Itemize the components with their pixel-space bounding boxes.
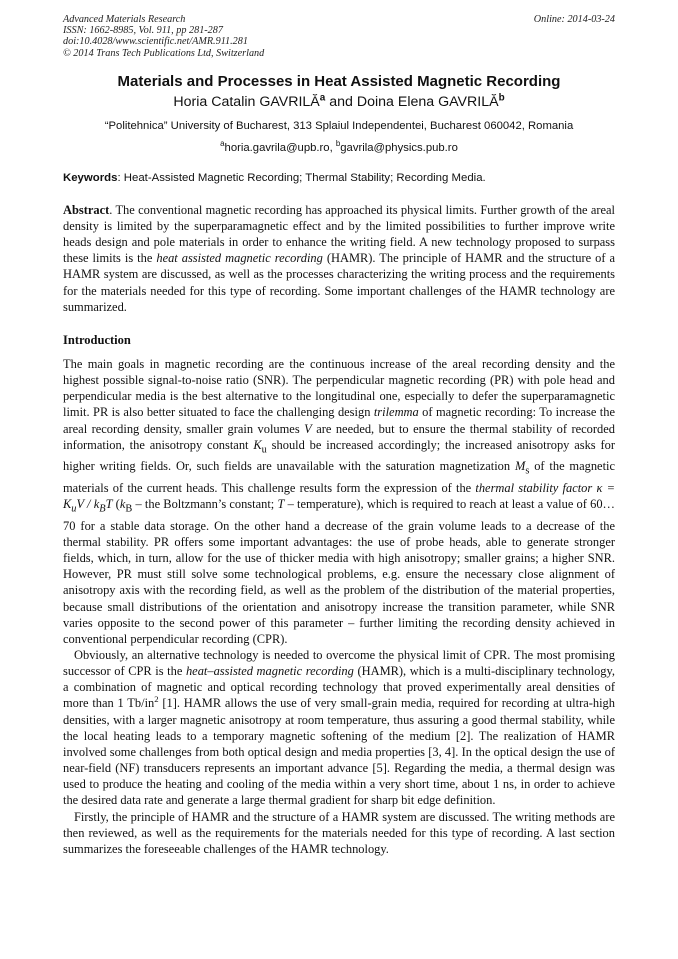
paragraph-text: [1]. HAMR allows the use of very small-grain media, required for recording at ultra-high densities, with a larger magnetic anisotropy at room temperature, thus assuring a good thermal stability, while the local heating leads to a temporary magnetic softening of the medium [2]. The realization of HAMR involved some challenges from both optical design and media properties [3, 4]. In the optical design the use of near-field (NF) transducers represents an important advance [5]. Regarding the media, a thermal design was used to produce the heating and cooling of the media within a very short time, about 1 ns, in order to achieve the desired data rate and generate a large thermal gradient for sharp bit edge definition. [63,696,615,808]
paper-title: Materials and Processes in Heat Assisted Magnetic Recording [117,72,561,90]
emphasis: thermal stability factor [475,480,593,495]
keywords-label: Keywords [63,171,118,184]
paragraph-text: The main goals in magnetic recording are the continuous increase of the areal recording density and the highest possible signal-to-noise ratio (SNR). The perpendicular magnetic recording (PR) with pole head and perpendicular media is the best alternative to the longitudinal one, especially to defer the superparamagnetic limit. PR is also better situated to face the challenging design [63,356,615,420]
online-date: Online: 2014-03-24 [533,14,615,25]
issn-line: ISSN: 1662-8985, Vol. 911, pp 281-287 [63,25,223,37]
math-symbol: K [253,437,262,452]
paragraph-text: Obviously, an alternative technology is needed to overcome the physical limit of CPR. The most promising successor of CPR is the [63,648,615,679]
abstract-emphasis: heat assisted magnetic recording [156,251,323,266]
math-subscript: u [261,444,267,456]
intro-paragraph-1 [63,356,615,647]
author-1-affil-mark: a [319,92,326,104]
affiliation: “Politehnica” University of Bucharest, 313 Splaiul Independentei, Bucharest 060042, Romania [104,119,574,132]
superscript: 2 [154,694,159,705]
copyright-line: © 2014 Trans Tech Publications Ltd, Switzerland [63,47,265,59]
paragraph-text: – the Boltzmann’s constant; [132,497,278,512]
keywords-text: : Heat-Assisted Magnetic Recording; Thermal Stability; Recording Media. [117,171,486,184]
author-2: Doina Elena GAVRILĂ [356,93,499,110]
math-symbol: k [119,497,126,512]
abstract-text: . The conventional magnetic recording has approached its physical limits. Further growth of the areal density is limited by the superparamagnetic effect and by the limited possibilities to further improve write heads design and pole materials in order to enhance the writing field. A new technology proposed to surpass these limits is the [63,202,615,266]
math-symbol: M [514,459,526,474]
emphasis: trilemma [373,405,419,420]
intro-paragraph-3 [63,809,615,857]
journal-name: Advanced Materials Research [63,14,186,25]
formula-subscript: B [99,503,106,515]
math-symbol: V [304,421,312,436]
paper-page [63,14,615,857]
author-emails [63,141,615,156]
abstract-label: Abstract [63,202,110,217]
email-a-mark: a [220,139,225,149]
emphasis: heat–assisted magnetic recording [185,664,354,679]
paragraph-text: – temperature), which is required to reach at least a value of 60…70 for a stable data storage. On the other hand a decrease of the grain volume leads to a decrease of the thermal stability. PR offers some important advantages: the use of probe heads, able to generate stronger fields, which, in turn, allow for the use of thicker media with high anisotropy; smaller grains; a higher SNR. However, PR must still solve some technological problems, e.g. ensure the necessary close alignment of anisotropy axis with the recording field, as well as the problem of the distribution of the material properties, because small distributions of the orientation and anisotropy increase the transition parameter, while SNR varies opposite to the second power of this parameter – further limiting the recording density achieved in conventional perpendicular recording (CPR). [63,497,615,646]
keywords [63,171,615,186]
formula-part: V / k [76,497,100,512]
formula-part: T [105,497,113,512]
math-symbol: T [277,497,285,512]
journal-header [63,14,615,59]
email-a[interactable]: horia.gavrila@upb.ro, [224,141,336,154]
email-b[interactable]: gavrila@physics.pub.ro [340,141,458,154]
paragraph-text: of magnetic recording: To increase the areal recording density, smaller grain volumes [63,405,615,436]
math-subscript: B [125,503,133,515]
paragraph-text: (HAMR), which is a multi-disciplinary technology, a combination of magnetic and optical recording technology that proved experimentally areal densities of more than 1 Tb/in [63,664,615,711]
section-heading-introduction: Introduction [63,332,131,347]
paragraph-text: Firstly, the principle of HAMR and the structure of a HAMR system are discussed. The writing methods are then reviewed, as well as the requirements for the materials needed for this type of recording. A last section summarizes the foreseeable challenges of the HAMR technology. [63,809,615,856]
abstract-text: (HAMR). The principle of HAMR and the structure of a HAMR system are discussed, as well as the processes characterizing the writing process and the requirements for the materials needed for this type of recording. Some important challenges of the HAMR technology are summarized. [63,251,615,314]
abstract [63,202,615,315]
formula-subscript: u [71,503,77,515]
author-list [63,93,615,112]
paragraph-text: of the magnetic materials of the current heads. This challenge results form the expression of the [63,459,616,495]
email-b-mark: b [335,139,341,149]
author-1: Horia Catalin GAVRILĂ [173,93,320,110]
paragraph-text: ( [112,497,120,512]
author-2-affil-mark: b [498,92,505,104]
paragraph-text: should be increased accordingly; the increased anisotropy asks for higher writing fields. Or, such fields are unavailable with the saturation magnetization [63,437,615,474]
author-conjunction: and [325,93,357,110]
formula-part: κ = K [63,480,615,512]
doi-line[interactable]: doi:10.4028/www.scientific.net/AMR.911.281 [63,36,248,48]
math-subscript: s [525,465,530,477]
intro-paragraph-2 [63,647,615,809]
paragraph-text: are needed, but to ensure the thermal stability of recorded information, the anisotropy constant [63,421,615,452]
